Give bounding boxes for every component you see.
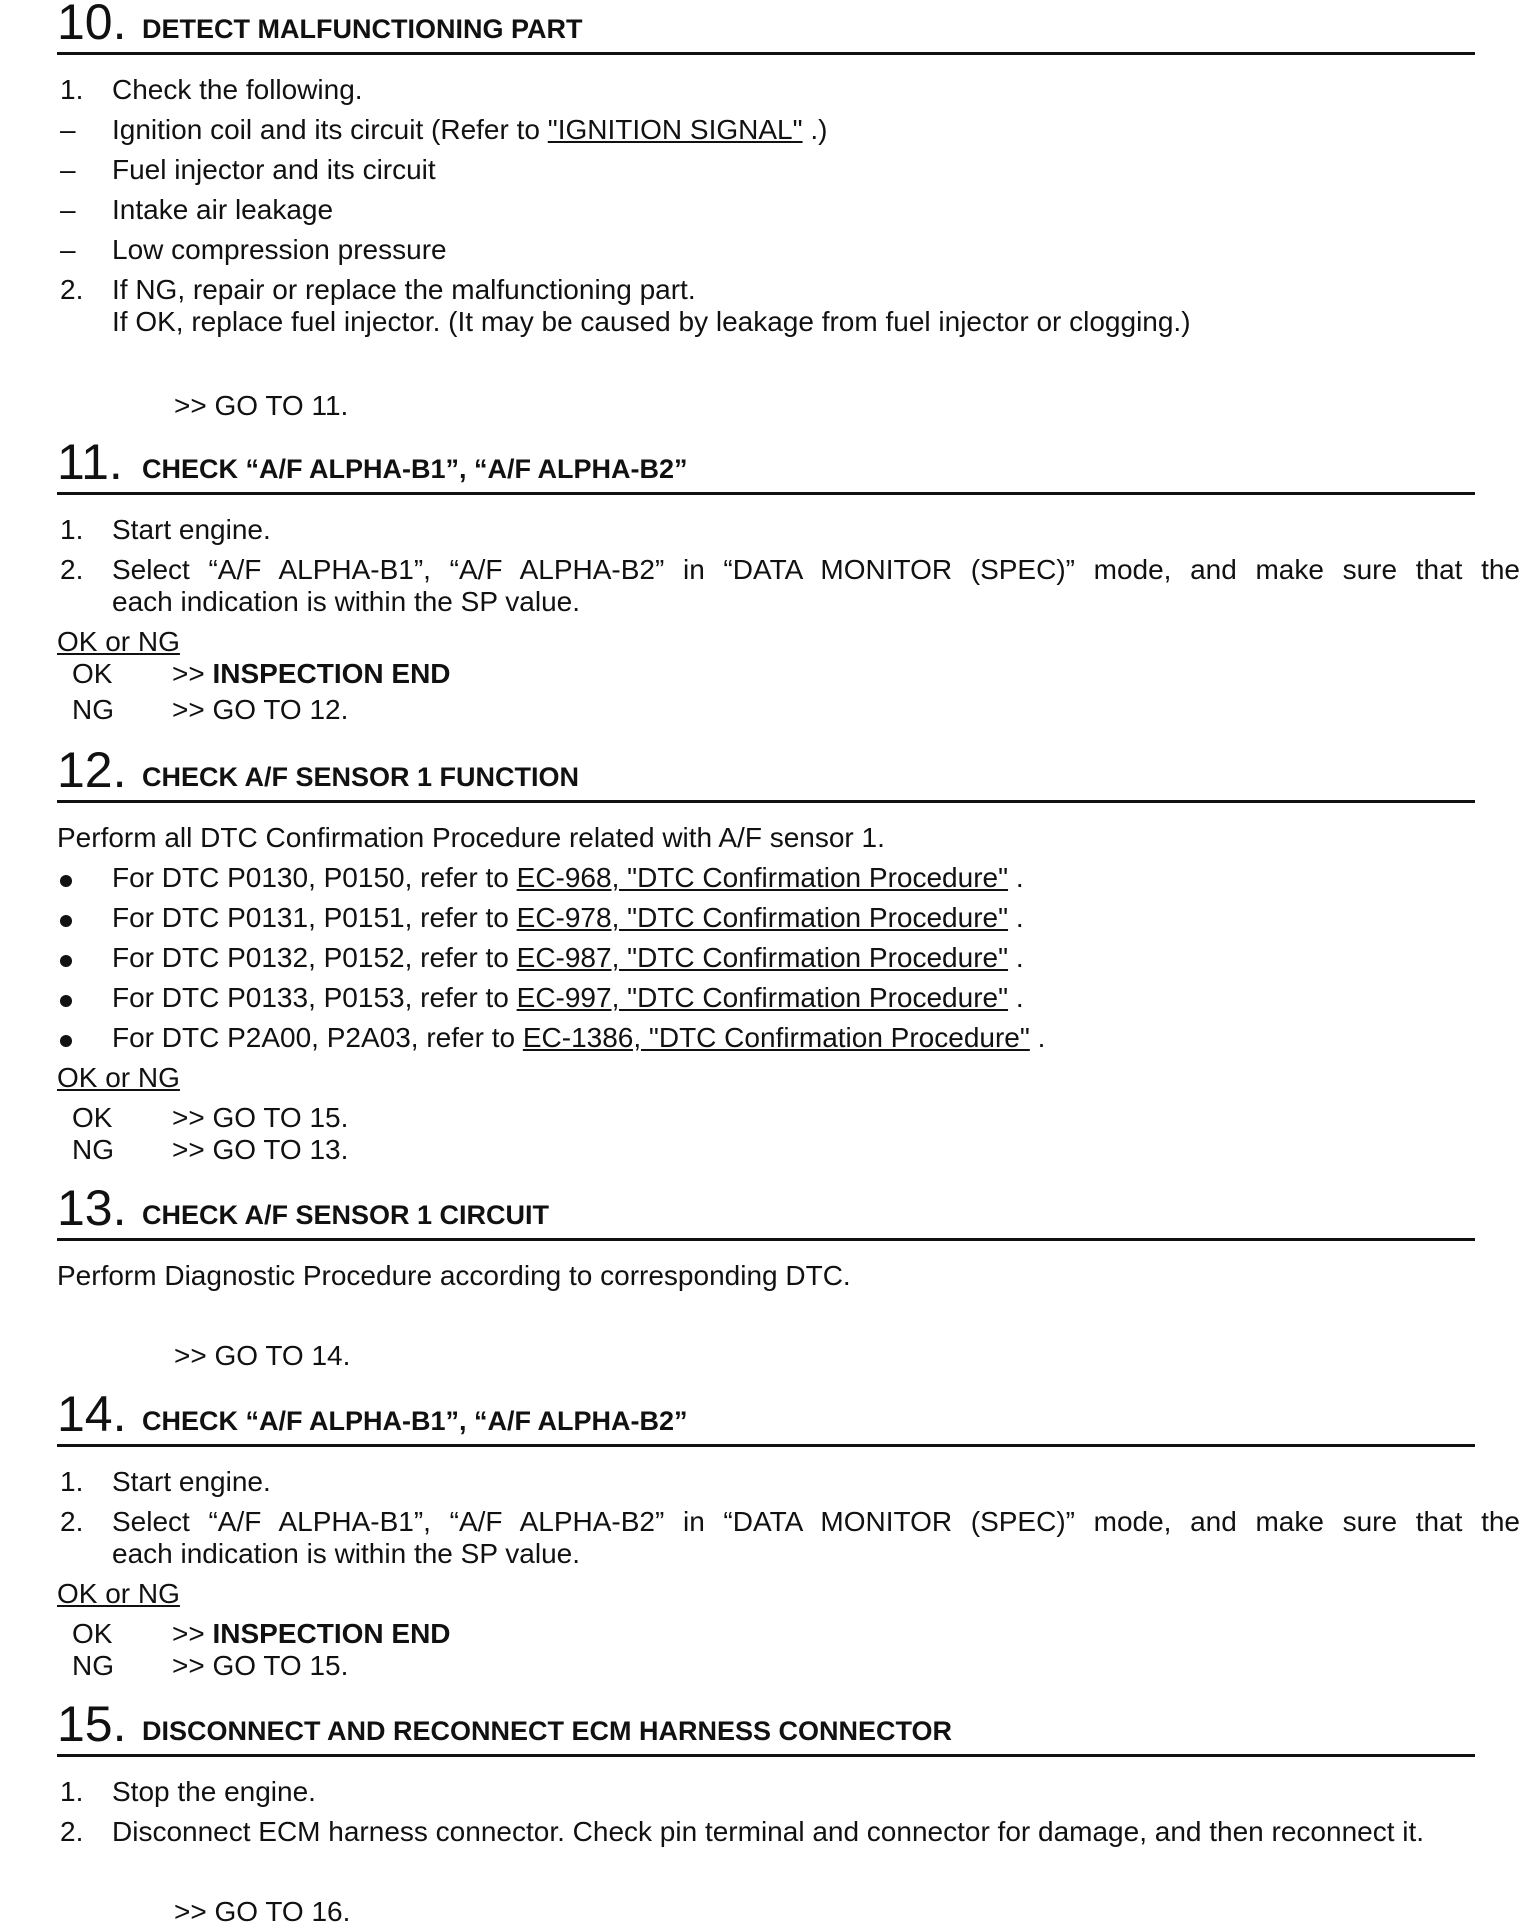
- ng-result: NG >> GO TO 13.: [72, 1134, 349, 1165]
- bullet-icon: [60, 982, 72, 1014]
- dash-marker: –: [60, 234, 76, 265]
- step-number: 12.: [57, 742, 127, 798]
- list-text: Select “A/F ALPHA-B1”, “A/F ALPHA-B2” in “DATA MONITOR (SPEC)” mode, and make sure that the: [112, 1506, 1520, 1537]
- list-number: 2.: [60, 554, 84, 585]
- step-12-header: [57, 742, 1475, 803]
- bullet-text: For DTC P0133, P0153, refer to EC-997, "DTC Confirmation Procedure" .: [112, 982, 1024, 1013]
- bullet-text: For DTC P2A00, P2A03, refer to EC-1386, "DTC Confirmation Procedure" .: [112, 1022, 1046, 1053]
- sub-text: Low compression pressure: [112, 234, 447, 265]
- list-text: Check the following.: [112, 74, 363, 105]
- step-title: CHECK “A/F ALPHA-B1”, “A/F ALPHA-B2”: [142, 454, 688, 484]
- ng-result: NG >> GO TO 15.: [72, 1650, 349, 1681]
- list-text: If OK, replace fuel injector. (It may be caused by leakage from fuel injector or clogging.): [112, 306, 1191, 337]
- step-title: CHECK A/F SENSOR 1 FUNCTION: [142, 762, 580, 792]
- ignition-signal-link[interactable]: "IGNITION SIGNAL": [547, 114, 803, 145]
- step-intro: Perform all DTC Confirmation Procedure related with A/F sensor 1.: [57, 822, 885, 853]
- step-14-header: [57, 1386, 1475, 1447]
- list-text: Start engine.: [112, 1466, 271, 1497]
- list-text: Select “A/F ALPHA-B1”, “A/F ALPHA-B2” in “DATA MONITOR (SPEC)” mode, and make sure that the: [112, 554, 1520, 585]
- step-14: [57, 1386, 1520, 1681]
- step-number: 13.: [57, 1180, 127, 1236]
- step-number: 10.: [57, 0, 127, 50]
- step-11: [57, 434, 1520, 725]
- list-number: 2.: [60, 274, 84, 305]
- goto-text: >> GO TO 16.: [174, 1896, 351, 1927]
- ok-or-ng-label: OK or NG: [57, 626, 180, 657]
- ok-result: OK >> INSPECTION END: [72, 1618, 451, 1649]
- list-text: each indication is within the SP value.: [112, 1538, 580, 1569]
- step-number: 14.: [57, 1386, 127, 1442]
- list-number: 1.: [60, 514, 84, 545]
- step-title: CHECK “A/F ALPHA-B1”, “A/F ALPHA-B2”: [142, 1406, 688, 1436]
- list-number: 2.: [60, 1506, 84, 1537]
- step-12: [57, 742, 1475, 1165]
- ok-result: OK >> GO TO 15.: [72, 1102, 349, 1133]
- step-11-header: [57, 434, 1475, 495]
- step-number: 15.: [57, 1696, 127, 1752]
- ok-or-ng-label: OK or NG: [57, 1062, 180, 1093]
- ok-result: OK >> INSPECTION END: [72, 658, 451, 689]
- sub-text: Ignition coil and its circuit (Refer to "IGNITION SIGNAL" .): [112, 114, 828, 145]
- bullet-icon: [60, 942, 72, 974]
- step-title: CHECK A/F SENSOR 1 CIRCUIT: [142, 1200, 550, 1230]
- sub-text: Fuel injector and its circuit: [112, 154, 436, 185]
- step-number: 11.: [57, 434, 123, 490]
- step-13: [57, 1180, 1475, 1371]
- ok-or-ng-label: OK or NG: [57, 1578, 180, 1609]
- bullet-text: For DTC P0130, P0150, refer to EC-968, "DTC Confirmation Procedure" .: [112, 862, 1024, 893]
- step-10: [57, 0, 1475, 421]
- list-text: each indication is within the SP value.: [112, 586, 580, 617]
- list-text: If NG, repair or replace the malfunctioning part.: [112, 274, 696, 305]
- step-intro: Perform Diagnostic Procedure according to corresponding DTC.: [57, 1260, 851, 1291]
- list-number: 1.: [60, 74, 84, 105]
- ec-987-link[interactable]: EC-987, "DTC Confirmation Procedure": [516, 942, 1009, 973]
- ng-result: NG >> GO TO 12.: [72, 694, 349, 725]
- ec-1386-link[interactable]: EC-1386, "DTC Confirmation Procedure": [522, 1022, 1030, 1053]
- ec-997-link[interactable]: EC-997, "DTC Confirmation Procedure": [516, 982, 1009, 1013]
- step-15: [57, 1696, 1475, 1927]
- ec-968-link[interactable]: EC-968, "DTC Confirmation Procedure": [516, 862, 1009, 893]
- ec-978-link[interactable]: EC-978, "DTC Confirmation Procedure": [516, 902, 1009, 933]
- dash-marker: –: [60, 194, 76, 225]
- list-number: 2.: [60, 1816, 84, 1847]
- step-10-header: [57, 0, 1475, 55]
- bullet-icon: [60, 862, 72, 894]
- bullet-text: For DTC P0131, P0151, refer to EC-978, "DTC Confirmation Procedure" .: [112, 902, 1024, 933]
- sub-text: Intake air leakage: [112, 194, 334, 225]
- list-number: 1.: [60, 1776, 84, 1807]
- step-13-header: [57, 1180, 1475, 1241]
- goto-text: >> GO TO 14.: [174, 1340, 351, 1371]
- bullet-text: For DTC P0132, P0152, refer to EC-987, "DTC Confirmation Procedure" .: [112, 942, 1024, 973]
- dash-marker: –: [60, 154, 76, 185]
- list-text: Stop the engine.: [112, 1776, 316, 1807]
- bullet-icon: [60, 1022, 72, 1054]
- step-title: DETECT MALFUNCTIONING PART: [142, 14, 583, 44]
- list-text: Disconnect ECM harness connector. Check pin terminal and connector for damage, and then reconnect it.: [112, 1816, 1425, 1847]
- bullet-icon: [60, 902, 72, 934]
- step-title: DISCONNECT AND RECONNECT ECM HARNESS CONNECTOR: [142, 1716, 953, 1746]
- goto-text: >> GO TO 11.: [174, 390, 349, 421]
- dash-marker: –: [60, 114, 76, 145]
- step-15-header: [57, 1696, 1475, 1757]
- list-number: 1.: [60, 1466, 84, 1497]
- list-text: Start engine.: [112, 514, 271, 545]
